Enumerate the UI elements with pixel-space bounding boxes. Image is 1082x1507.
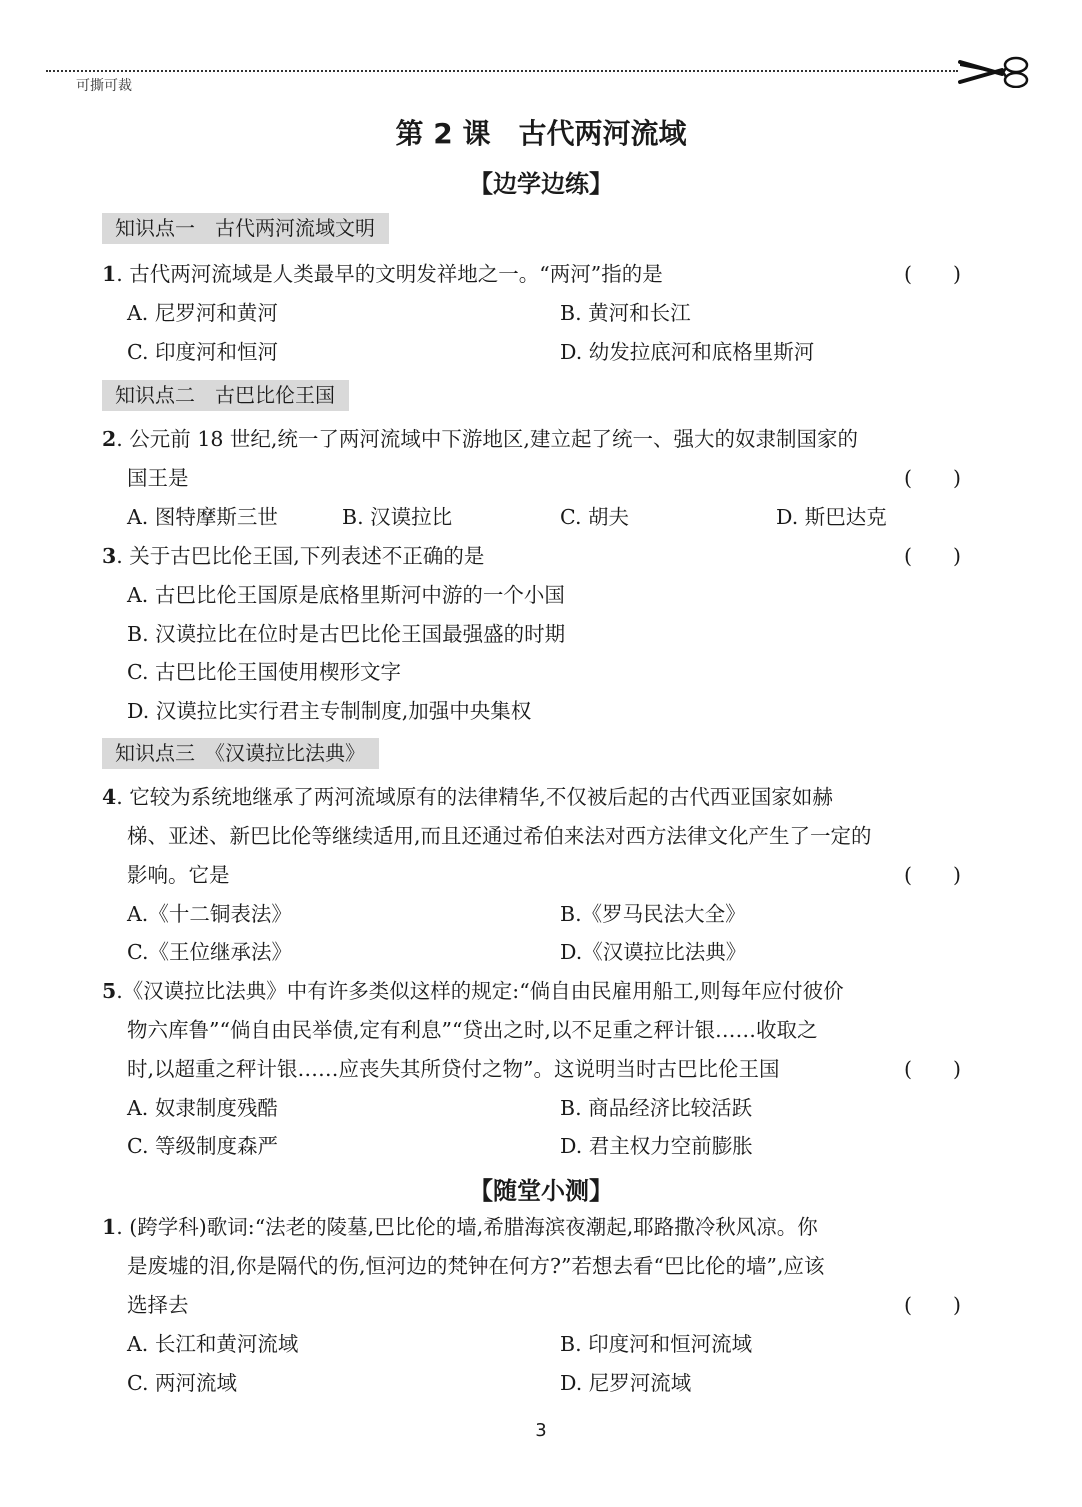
option-c: C.《王位继承法》 [127, 940, 292, 964]
question-text: . 古代两河流域是人类最早的文明发祥地之一。“两河”指的是 [116, 262, 663, 286]
option-a: A.《十二铜表法》 [127, 902, 292, 926]
option-d: D. 君主权力空前膨胀 [560, 1134, 753, 1158]
question-3 [102, 537, 982, 576]
option-d: D. 斯巴达克 [776, 505, 887, 529]
question-number: 1 [102, 262, 117, 286]
option-c: C. 等级制度森严 [127, 1134, 278, 1158]
question-text-line: 是废墟的泪,你是隔代的伤,恒河边的梵钟在何方?”若想去看“巴比伦的墙”,应该 [127, 1254, 825, 1278]
question-text: . 它较为系统地继承了两河流域原有的法律精华,不仅被后起的古代西亚国家如赫 [116, 785, 833, 809]
question-text: . (跨学科)歌词:“法老的陵墓,巴比伦的墙,希腊海滨夜潮起,耶路撒冷秋风凉。你 [116, 1215, 818, 1239]
option-b: B.《罗马民法大全》 [560, 902, 746, 926]
option-b: B. 黄河和长江 [560, 301, 691, 325]
question-2 [102, 420, 982, 459]
question-number: 3 [102, 544, 117, 568]
section-quiz: 【随堂小测】 [469, 1177, 613, 1205]
question-text-line: 物六库鲁”“倘自由民举债,定有利息”“贷出之时,以不足重之秤计银……收取之 [127, 1018, 818, 1042]
cut-line [46, 70, 958, 72]
option-d: D. 尼罗河流域 [560, 1371, 692, 1395]
question-text-line: 时,以超重之秤计银……应丧失其所贷付之物”。这说明当时古巴比伦王国 [127, 1057, 780, 1081]
question-number: 5 [102, 979, 117, 1003]
answer-blank: ( ) [904, 1057, 961, 1081]
section-practice: 【边学边练】 [469, 170, 613, 198]
option-b: B. 汉谟拉比 [342, 505, 453, 529]
question-5 [102, 972, 982, 1011]
option-b: B. 印度河和恒河流域 [560, 1332, 753, 1356]
knowledge-point-3: 知识点三 《汉谟拉比法典》 [102, 738, 379, 769]
page-number: 3 [535, 1420, 547, 1441]
question-text-line: 选择去 [127, 1293, 189, 1317]
cut-label: 可撕可裁 [76, 78, 132, 94]
question-4 [102, 778, 982, 817]
question-number: 1 [102, 1215, 117, 1239]
question-text-line: 影响。它是 [127, 863, 230, 887]
question-number: 2 [102, 427, 117, 451]
option-d: D.《汉谟拉比法典》 [560, 940, 747, 964]
knowledge-point-2: 知识点二 古巴比伦王国 [102, 380, 349, 411]
option-c: C. 印度河和恒河 [127, 340, 278, 364]
option-d: D. 汉谟拉比实行君主专制制度,加强中央集权 [127, 699, 532, 723]
scissors-icon [958, 56, 1030, 88]
quiz-question-1 [102, 1208, 982, 1247]
question-text-line: 梯、亚述、新巴比伦等继续适用,而且还通过希伯来法对西方法律文化产生了一定的 [127, 824, 872, 848]
option-c: C. 古巴比伦王国使用楔形文字 [127, 660, 401, 684]
option-a: A. 古巴比伦王国原是底格里斯河中游的一个小国 [127, 583, 565, 607]
question-text-line: 国王是 [127, 466, 189, 490]
option-a: A. 长江和黄河流域 [127, 1332, 299, 1356]
question-text: . 关于古巴比伦王国,下列表述不正确的是 [116, 544, 485, 568]
option-b: B. 商品经济比较活跃 [560, 1096, 753, 1120]
answer-blank: ( ) [904, 544, 961, 568]
question-1 [102, 255, 982, 294]
answer-blank: ( ) [904, 1293, 961, 1317]
option-d: D. 幼发拉底河和底格里斯河 [560, 340, 815, 364]
answer-blank: ( ) [904, 863, 961, 887]
answer-blank: ( ) [904, 262, 961, 286]
question-text: . 公元前 18 世纪,统一了两河流域中下游地区,建立起了统一、强大的奴隶制国家的 [116, 427, 858, 451]
answer-blank: ( ) [904, 466, 961, 490]
option-b: B. 汉谟拉比在位时是古巴比伦王国最强盛的时期 [127, 622, 566, 646]
question-number: 4 [102, 785, 117, 809]
knowledge-point-1: 知识点一 古代两河流域文明 [102, 213, 389, 244]
question-text: .《汉谟拉比法典》中有许多类似这样的规定:“倘自由民雇用船工,则每年应付彼价 [116, 979, 844, 1003]
option-c: C. 两河流域 [127, 1371, 237, 1395]
option-a: A. 奴隶制度残酷 [127, 1096, 278, 1120]
option-a: A. 尼罗河和黄河 [127, 301, 278, 325]
option-c: C. 胡夫 [560, 505, 629, 529]
lesson-title: 第 2 课 古代两河流域 [395, 117, 687, 150]
option-a: A. 图特摩斯三世 [127, 505, 278, 529]
